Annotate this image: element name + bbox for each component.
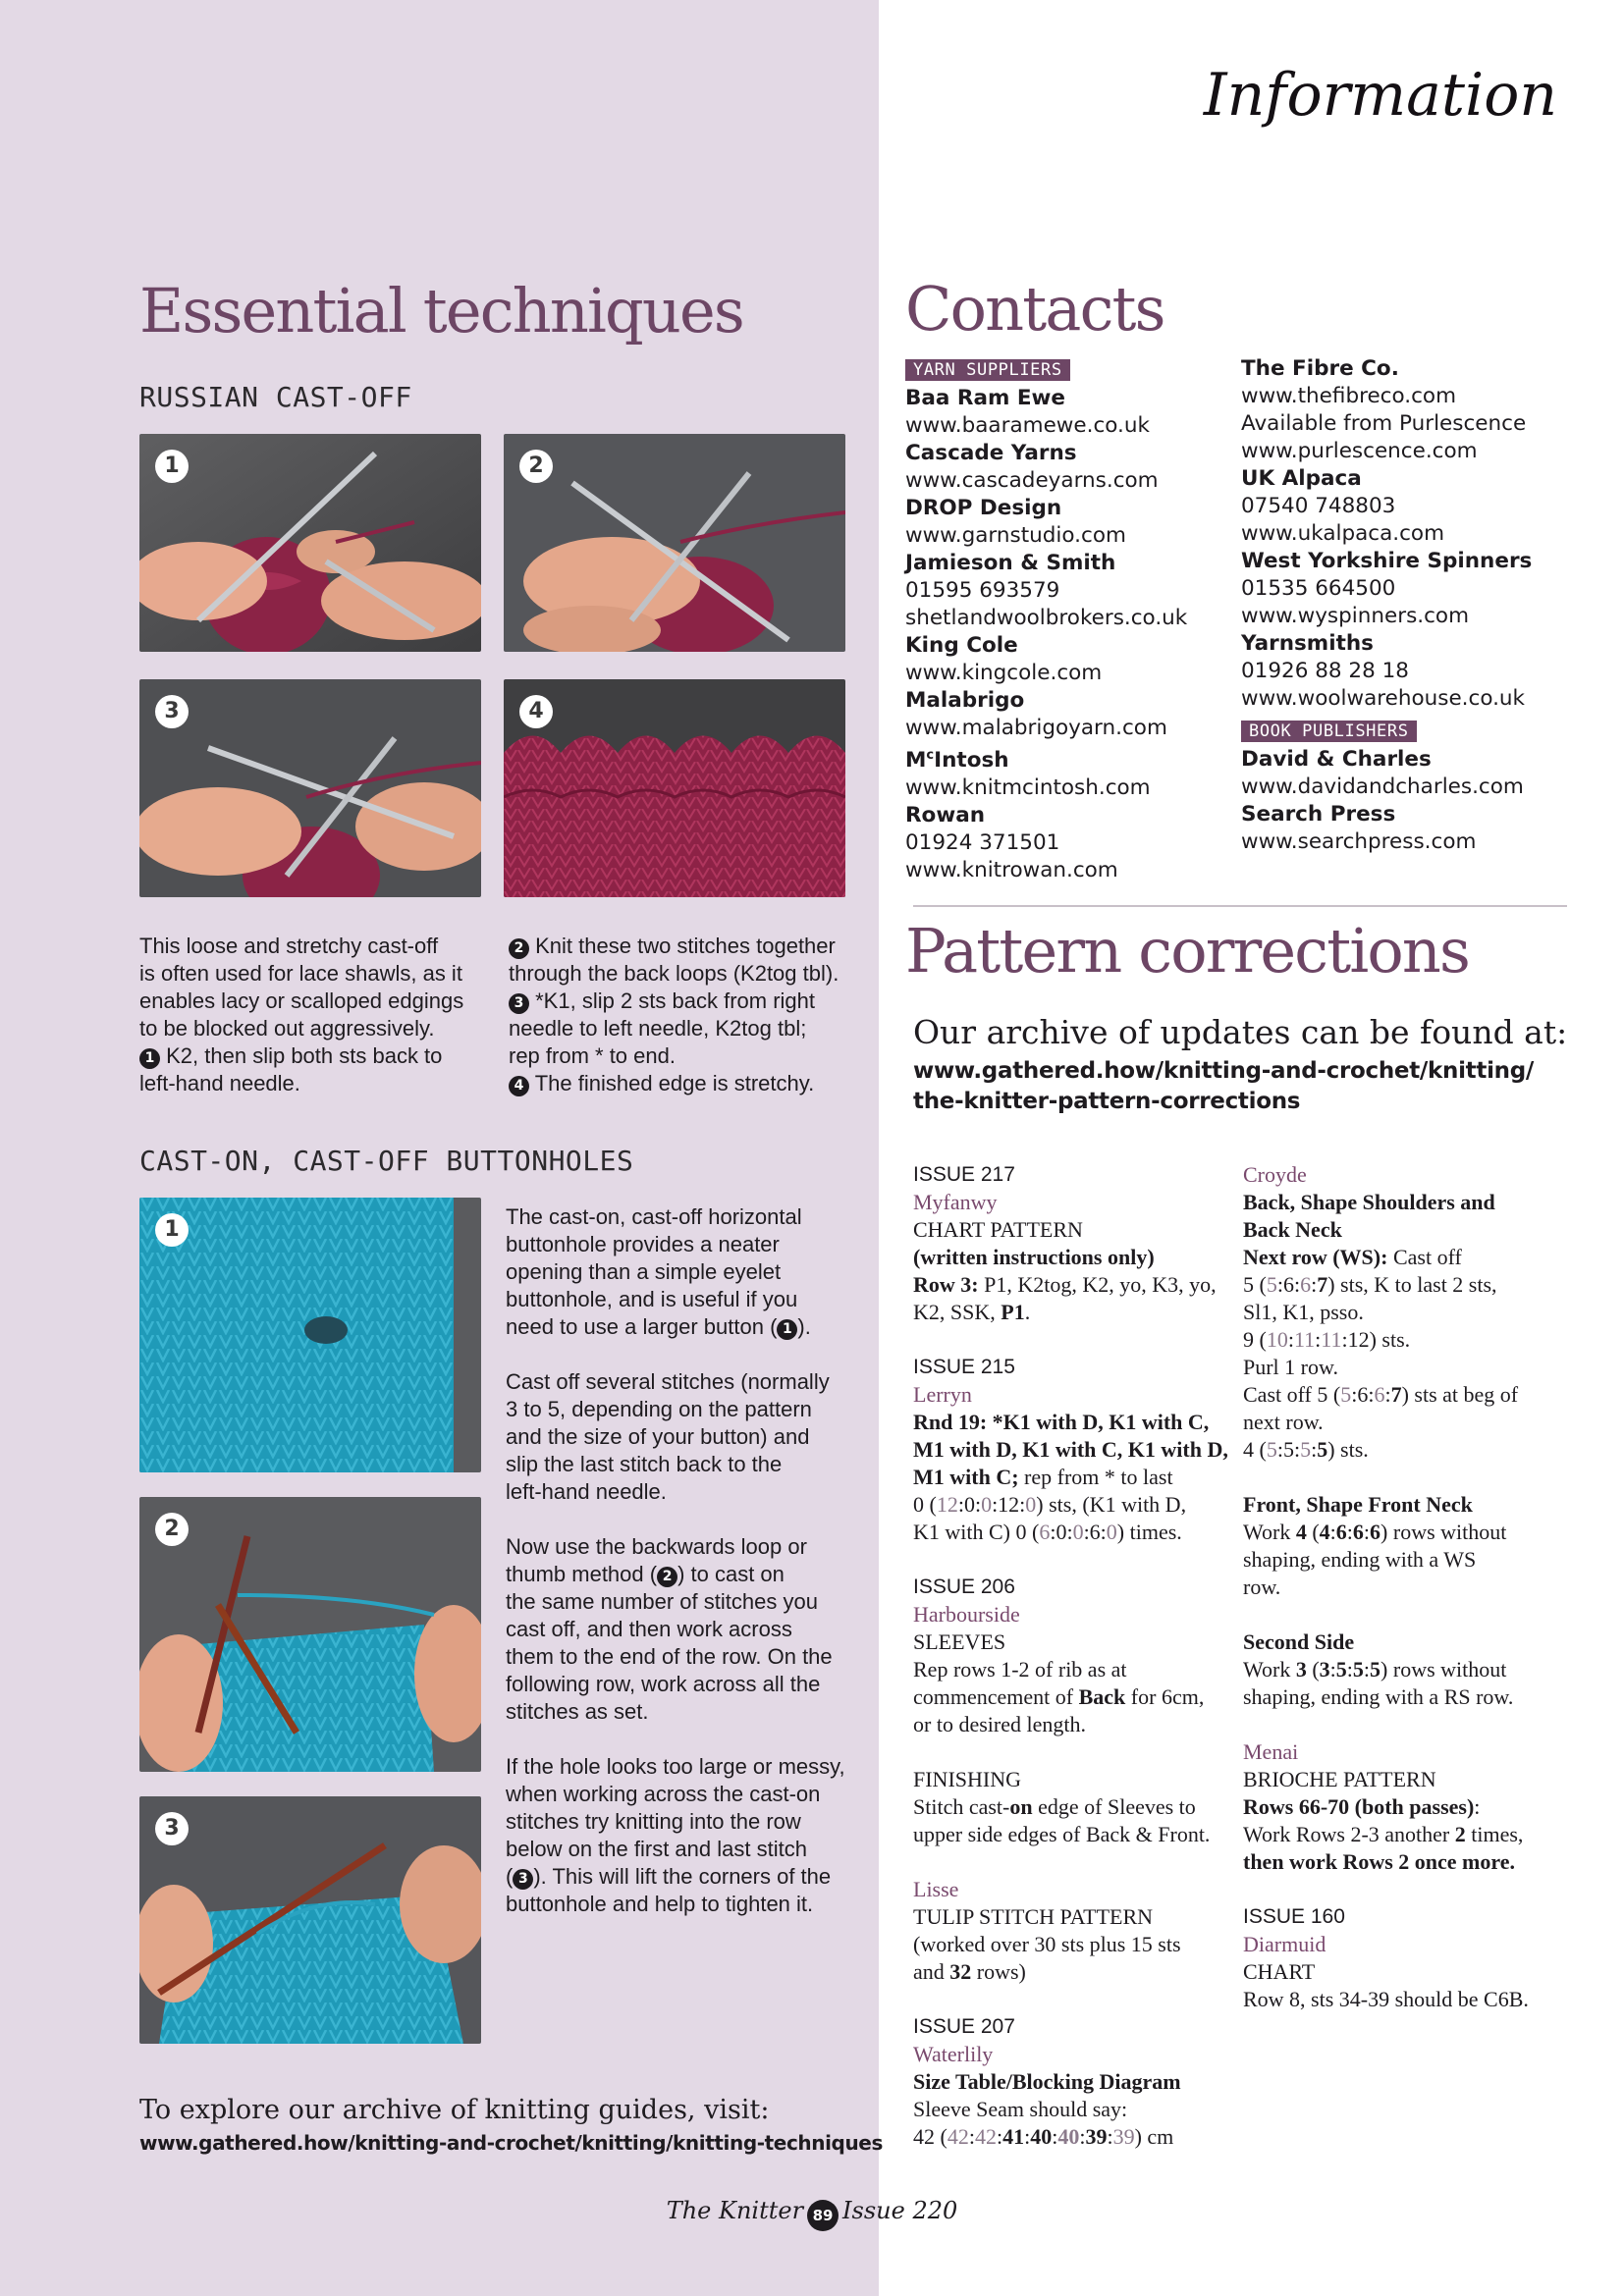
- correction-line: Work Rows 2-3 another 2 times,: [1243, 1822, 1524, 1846]
- russian-cast-off-heading: RUSSIAN CAST-OFF: [139, 381, 412, 413]
- contact-name: Jamieson & Smith: [905, 551, 1116, 575]
- section-label: BRIOCHE PATTERN: [1243, 1767, 1436, 1791]
- step-number: 2: [519, 450, 553, 483]
- section-label: TULIP STITCH PATTERN: [913, 1904, 1154, 1929]
- text-line: slip the last stitch back to the: [506, 1452, 783, 1476]
- correction-line: Work 3 (3:5:5:5) rows without: [1243, 1657, 1507, 1682]
- correction-line: M1 with C; rep from * to last: [913, 1465, 1173, 1489]
- step-marker: 2: [509, 938, 529, 959]
- yarn-suppliers-tag: YARN SUPPLIERS: [905, 359, 1070, 381]
- russian-step-2-photo: [504, 434, 845, 652]
- step-ref: 1: [777, 1319, 797, 1340]
- issue-label: ISSUE 160: [1243, 1905, 1345, 1928]
- text-line: stitches as set.: [506, 1699, 649, 1724]
- step-ref: 2: [657, 1567, 677, 1587]
- publisher-list: [1241, 746, 1532, 856]
- correction-line: (worked over 30 sts plus 15 sts: [913, 1932, 1181, 1956]
- section-label: Front, Shape Front Neck: [1243, 1492, 1473, 1517]
- section-label: CHART PATTERN: [913, 1217, 1083, 1242]
- correction-line: shaping, ending with a RS row.: [1243, 1684, 1514, 1709]
- knitting-guides-cta: [139, 2095, 883, 2155]
- contact-link[interactable]: www.baaramewe.co.uk: [905, 413, 1150, 438]
- book-publishers-tag: BOOK PUBLISHERS: [1241, 721, 1417, 742]
- text-line: The cast-on, cast-off horizontal: [506, 1204, 802, 1229]
- contact-name: The Fibre Co.: [1241, 356, 1399, 381]
- pattern-name: Lisse: [913, 1877, 959, 1901]
- contact-name: Rowan: [905, 803, 986, 828]
- correction-line: 9 (10:11:11:12) sts.: [1243, 1327, 1411, 1352]
- text-line: below on the first and last stitch: [506, 1837, 807, 1861]
- contact-link[interactable]: www.cascadeyarns.com: [905, 468, 1159, 493]
- correction-line: or to desired length.: [913, 1712, 1086, 1736]
- text-line: K2, then slip both sts back to: [166, 1043, 443, 1068]
- text-line: to be blocked out aggressively.: [139, 1016, 435, 1041]
- page-number: 89: [807, 2200, 839, 2231]
- correction-line: K2, SSK, P1.: [913, 1300, 1031, 1324]
- contact-detail: 07540 748803: [1241, 494, 1396, 518]
- contact-name: DROP Design: [905, 496, 1062, 520]
- step-marker: 4: [509, 1076, 529, 1096]
- correction-line: Purl 1 row.: [1243, 1355, 1338, 1379]
- contact-name: $M^cIntosh$: [905, 748, 1009, 774]
- russian-intro-text: [139, 933, 473, 1097]
- text-line: enables lacy or scalloped edgings: [139, 988, 464, 1013]
- corrections-subtitle: Our archive of updates can be found at:: [913, 1013, 1568, 1051]
- step-marker: 3: [509, 993, 529, 1014]
- text-line: left-hand needle.: [139, 1071, 300, 1095]
- text-line: *K1, slip 2 sts back from right: [535, 988, 816, 1013]
- contact-link[interactable]: www.purlescence.com: [1241, 439, 1478, 463]
- correction-line: 42 (42:42:41:40:40:39:39) cm: [913, 2124, 1174, 2149]
- contacts-col-1: [905, 355, 1187, 884]
- text-line: need to use a larger button (: [506, 1314, 778, 1339]
- text-line: The finished edge is stretchy.: [534, 1071, 815, 1095]
- contact-link[interactable]: www.knitmcintosh.com: [905, 775, 1151, 801]
- correction-line: Row 8, sts 34-39 should be C6B.: [1243, 1987, 1529, 2011]
- correction-line: Sleeve Seam should say:: [913, 2097, 1128, 2121]
- step-number: 2: [155, 1513, 189, 1546]
- section-label: Size Table/Blocking Diagram: [913, 2069, 1181, 2094]
- text-line: 3 to 5, depending on the pattern: [506, 1397, 812, 1421]
- text-line: Knit these two stitches together: [535, 934, 836, 958]
- corrections-link[interactable]: [913, 1056, 1534, 1117]
- text-line: (: [506, 1864, 514, 1889]
- correction-line: and 32 rows): [913, 1959, 1026, 1984]
- text-line: This loose and stretchy cast-off: [139, 934, 439, 958]
- contact-name: West Yorkshire Spinners: [1241, 549, 1533, 573]
- buttonhole-step-2-photo: [139, 1497, 481, 1772]
- pattern-name: Waterlily: [913, 2042, 994, 2066]
- contact-detail: 01924 371501: [905, 830, 1060, 856]
- correction-line: upper side edges of Back & Front.: [913, 1822, 1211, 1846]
- russian-steps-text: [509, 933, 862, 1097]
- techniques-title: Essential techniques: [139, 275, 743, 347]
- text-line: thumb method (: [506, 1562, 658, 1586]
- contact-link[interactable]: www.woolwarehouse.co.uk: [1241, 686, 1526, 711]
- issue-label: ISSUE 215: [913, 1356, 1015, 1378]
- contact-link[interactable]: www.kingcole.com: [905, 661, 1103, 685]
- contact-link[interactable]: shetlandwoolbrokers.co.uk: [905, 606, 1188, 630]
- text-line: and the size of your button) and: [506, 1424, 810, 1449]
- text-line: left-hand needle.: [506, 1479, 667, 1504]
- contact-detail: 01595 693579: [905, 578, 1060, 603]
- russian-step-3-photo: [139, 679, 481, 897]
- paragraph: [506, 1203, 869, 1341]
- step-ref: 3: [513, 1869, 533, 1890]
- cta-text: To explore our archive of knitting guides, visit:: [139, 2095, 770, 2125]
- contact-name: UK Alpaca: [1241, 466, 1362, 491]
- text-line: cast off, and then work across: [506, 1617, 792, 1641]
- buttonhole-instructions: [506, 1203, 869, 1946]
- correction-line: Rep rows 1-2 of rib as at: [913, 1657, 1127, 1682]
- correction-line: shaping, ending with a WS: [1243, 1547, 1477, 1572]
- pattern-name: Diarmuid: [1243, 1932, 1326, 1956]
- contact-link[interactable]: www.davidandcharles.com: [1241, 774, 1524, 799]
- pattern-name: Myfanwy: [913, 1190, 998, 1214]
- contact-name: King Cole: [905, 633, 1018, 658]
- correction-line: then work Rows 2 once more.: [1243, 1849, 1516, 1874]
- text-line: is often used for lace shawls, as it: [139, 961, 462, 986]
- correction-line: M1 with D, K1 with C, K1 with D,: [913, 1437, 1228, 1462]
- text-line: buttonhole and help to tighten it.: [506, 1892, 814, 1916]
- contact-name: Yarnsmiths: [1241, 631, 1374, 656]
- text-line: buttonhole, and is useful if you: [506, 1287, 798, 1311]
- buttonholes-heading: CAST-ON, CAST-OFF BUTTONHOLES: [139, 1145, 634, 1177]
- correction-line: 0 (12:0:0:12:0) sts, (K1 with D,: [913, 1492, 1187, 1517]
- pattern-name: Croyde: [1243, 1162, 1307, 1187]
- contact-detail: Available from Purlescence: [1241, 411, 1527, 436]
- correction-line: 4 (5:5:5:5) sts.: [1243, 1437, 1369, 1462]
- correction-line: Cast off 5 (5:6:6:7) sts at beg of: [1243, 1382, 1519, 1407]
- contacts-col-2: [1241, 355, 1532, 856]
- contact-link[interactable]: www.ukalpaca.com: [1241, 521, 1445, 546]
- contact-name: Baa Ram Ewe: [905, 386, 1065, 410]
- section-label: FINISHING: [913, 1767, 1021, 1791]
- contact-detail: 01535 664500: [1241, 576, 1396, 601]
- text-line: If the hole looks too large or messy,: [506, 1754, 845, 1779]
- corrections-title: Pattern corrections: [905, 915, 1470, 987]
- russian-step-1-photo: [139, 434, 481, 652]
- section-label: SLEEVES: [913, 1629, 1006, 1654]
- issue-number: Issue 220: [842, 2197, 958, 2224]
- correction-line: Work 4 (4:6:6:6) rows without: [1243, 1520, 1507, 1544]
- pattern-name: Harbourside: [913, 1602, 1020, 1627]
- text-line: through the back loops (K2tog tbl).: [509, 961, 839, 986]
- correction-line: 5 (5:6:6:7) sts, K to last 2 sts,: [1243, 1272, 1497, 1297]
- contact-name: Search Press: [1241, 802, 1396, 827]
- supplier-list: [1241, 355, 1532, 713]
- correction-line: commencement of Back for 6cm,: [913, 1684, 1205, 1709]
- contact-link[interactable]: www.knitrowan.com: [905, 858, 1118, 883]
- step-number: 4: [519, 695, 553, 728]
- contact-link[interactable]: www.searchpress.com: [1241, 829, 1477, 854]
- paragraph: [506, 1368, 869, 1506]
- text-line: Now use the backwards loop or: [506, 1534, 807, 1559]
- text-line: rep from * to end.: [509, 1043, 676, 1068]
- text-line: the same number of stitches you: [506, 1589, 818, 1614]
- divider: [913, 905, 1567, 907]
- text-line: stitches try knitting into the row: [506, 1809, 801, 1834]
- russian-step-4-photo: [504, 679, 845, 897]
- contact-link[interactable]: www.garnstudio.com: [905, 523, 1126, 548]
- text-line: ) to cast on: [677, 1562, 785, 1586]
- text-line: them to the end of the row. On the: [506, 1644, 833, 1669]
- corrections-link-line[interactable]: www.gathered.how/knitting-and-crochet/knitting/: [913, 1058, 1534, 1084]
- supplier-list: [905, 385, 1187, 884]
- contact-name: David & Charles: [1241, 747, 1432, 772]
- paragraph: [506, 1533, 869, 1726]
- correction-line: next row.: [1243, 1410, 1324, 1434]
- magazine-name: The Knitter: [666, 2197, 804, 2224]
- text-line: buttonhole provides a neater: [506, 1232, 780, 1256]
- text-line: opening than a simple eyelet: [506, 1259, 782, 1284]
- issue-label: ISSUE 206: [913, 1575, 1015, 1598]
- pattern-name: Menai: [1243, 1739, 1299, 1764]
- contact-name: Cascade Yarns: [905, 441, 1077, 465]
- contact-link[interactable]: www.wyspinners.com: [1241, 604, 1470, 628]
- correction-line: Sl1, K1, psso.: [1243, 1300, 1364, 1324]
- text-line: following row, work across all the: [506, 1672, 821, 1696]
- correction-line: row.: [1243, 1575, 1281, 1599]
- contacts-title: Contacts: [905, 273, 1164, 345]
- correction-line: Row 3: P1, K2tog, K2, yo, K3, yo,: [913, 1272, 1217, 1297]
- correction-line: K1 with C) 0 (6:0:0:6:0) times.: [913, 1520, 1182, 1544]
- text-line: needle to left needle, K2tog tbl;: [509, 1016, 807, 1041]
- contact-name: Malabrigo: [905, 688, 1025, 713]
- correction-line: Next row (WS): Cast off: [1243, 1245, 1462, 1269]
- pattern-name: Lerryn: [913, 1382, 972, 1407]
- text-line: Cast off several stitches (normally: [506, 1369, 830, 1394]
- step-number: 3: [155, 1812, 189, 1845]
- text-line: ).: [797, 1314, 811, 1339]
- knitting-guides-link[interactable]: www.gathered.how/knitting-and-crochet/knitting/knitting-techniques: [139, 2131, 883, 2155]
- correction-line: Stitch cast-on edge of Sleeves to: [913, 1794, 1196, 1819]
- buttonhole-step-3-photo: [139, 1796, 481, 2044]
- corrections-link-line[interactable]: the-knitter-pattern-corrections: [913, 1089, 1301, 1114]
- issue-label: ISSUE 207: [913, 2015, 1015, 2038]
- buttonhole-step-1-photo: [139, 1198, 481, 1472]
- step-number: 3: [155, 695, 189, 728]
- section-label: CHART: [1243, 1959, 1316, 1984]
- section-label: Back Neck: [1243, 1217, 1342, 1242]
- correction-line: Rnd 19: *K1 with D, K1 with C,: [913, 1410, 1210, 1434]
- corrections-col-1: [913, 1161, 1237, 2151]
- paragraph: [506, 1753, 869, 1918]
- corrections-col-2: [1243, 1161, 1577, 2013]
- contact-link[interactable]: www.thefibreco.com: [1241, 384, 1457, 408]
- page-footer: [0, 2197, 1624, 2231]
- step-number: 1: [155, 450, 189, 483]
- section-label: Second Side: [1243, 1629, 1355, 1654]
- section-label: Back, Shape Shoulders and: [1243, 1190, 1495, 1214]
- text-line: when working across the cast-on: [506, 1782, 821, 1806]
- note: (written instructions only): [913, 1245, 1155, 1269]
- step-number: 1: [155, 1213, 189, 1247]
- correction-line: Rows 66-70 (both passes):: [1243, 1794, 1481, 1819]
- step-marker: 1: [139, 1048, 160, 1069]
- text-line: ). This will lift the corners of the: [533, 1864, 832, 1889]
- contact-detail: 01926 88 28 18: [1241, 659, 1409, 683]
- section-title: Information: [1203, 61, 1557, 130]
- contact-link[interactable]: www.malabrigoyarn.com: [905, 716, 1167, 740]
- issue-label: ISSUE 217: [913, 1163, 1015, 1186]
